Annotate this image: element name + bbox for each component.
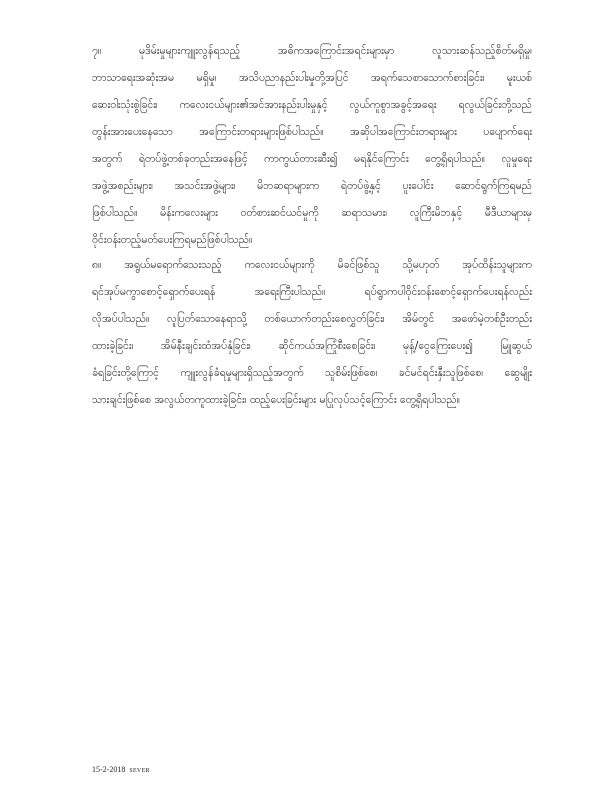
paragraph-line: အတွက် ရဲတပ်ဖွဲ့တစ်ခုတည်းအနေဖြင့် ကာကွယ်တားဆီး၍ မရနိုင်ကြောင်း တွေ့ရှိရပါသည်။ လူမှုရေး [92,153,532,165]
paragraph-line: ဆေးဝါးသုံးစွဲခြင်း၊ ကလေးငယ်များ၏အင်အားနည်းပါးမှုနှင့် လွယ်ကူစွာအခွင့်အရေး ရလွယ်ခြင်းတို့သည် [92,99,532,111]
paragraph-7 [92,38,532,254]
paragraph-line: လိုအပ်ပါသည်။ လူပြတ်သောနေရာသို့ တစ်ယောက်တည်းစေလွှတ်ခြင်း၊ အိမ်တွင် အဖော်မဲ့တစ်ဦးတည်း [92,313,532,325]
page-footer [92,765,150,774]
footer-date: 15-2-2018 [92,765,126,774]
paragraph-line: ဖြစ်ပါသည်။ မိန်းကလေးများ ဝတ်စားဆင်ယင်မှုကို ဆရာသမား၊ လူကြီးမိဘနှင့် မီဒီယာများမှ [92,207,532,219]
paragraph-8 [92,252,532,414]
footer-tag: SEVER [129,768,150,774]
paragraph-line: ထားခဲ့ခြင်း၊ အိမ်နီးချင်းထံအပ်နှံခြင်း၊ ဆိုင်ကယ်အကြုံစီးစေခြင်း၊ မုန့်/ငွေကြေးပေး၍ မြူဆွယ် [92,340,532,352]
paragraph-line: သားချင်းဖြစ်စေ အလွယ်တကူထားခဲ့ခြင်း၊ ထည့်ပေးခြင်းများ မပြုလုပ်သင့်ကြောင်း တွေ့ရှိရပါသည်။ [92,394,460,406]
paragraph-line: ၈။ အရွယ်မရောက်သေးသည့် ကလေးငယ်များကို မိခင်ဖြစ်သူ သို့မဟုတ် အုပ်ထိန်းသူများက [92,259,532,271]
paragraph-line: အဖွဲ့အစည်းများ၊ အသင်းအဖွဲ့များ၊ မိဘဆရာများက ရဲတပ်ဖွဲ့နှင့် ပူးပေါင်း ဆောင်ရွက်ကြရမည် [92,180,532,192]
paragraph-line: တွန်းအားပေးနေသော အကြောင်းတရားများဖြစ်ပါသည်။ အဆိုပါအကြောင်းတရားများ ပပျောက်ရေး [92,126,532,138]
paragraph-line: ၇။ မုဒိမ်းမှုများကျူးလွန်ရသည့် အဓိကအကြောင်းအရင်းများမှာ လူသားဆန်သည့်စိတ်မရှိမှု၊ [92,45,532,57]
paragraph-line: ရင်အုပ်မကွာစောင့်ရှောက်ပေးရန် အရေးကြီးပါသည်။ ရပ်ရွာကပါဝိုင်းဝန်းစောင့်ရှောက်ပေးရန်လည်း [92,286,532,298]
paragraph-line: ခံရခြင်းတို့ကြောင့် ကျူးလွန်ခံရမှုများရှိသည့်အတွက် သူစိမ်းဖြစ်စေ၊ ခင်မင်ရင်းနှီးသူဖြစ်စေ၊ ဆွေမျိုး [92,367,532,379]
paragraph-line: ဝိုင်းဝန်းတည့်မတ်ပေးကြရမည်ဖြစ်ပါသည်။ [92,234,253,246]
paragraph-line: ဘာသာရေးအဆုံးအမ မရှိမှု၊ အသိပညာနည်းပါးမှုတို့အပြင် အရက်သေစာသောက်စားခြင်း၊ မူးယစ် [92,72,532,84]
